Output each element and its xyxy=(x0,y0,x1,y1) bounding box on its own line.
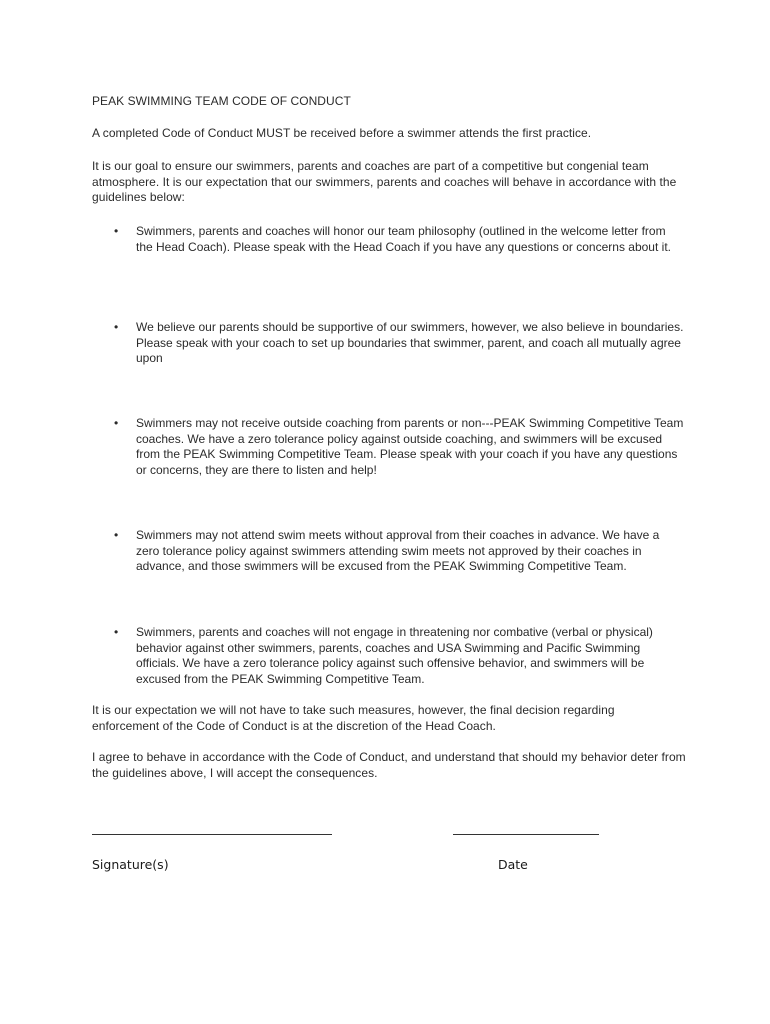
bullet-icon: • xyxy=(114,625,119,639)
intro-goal-paragraph: It is our goal to ensure our swimmers, parents and coaches are part of a competitive but congenial team atmosphere. It is our expectation that our swimmers, parents and coaches will behave in accordance with the guidelines below: xyxy=(92,159,677,204)
document-title: PEAK SWIMMING TEAM CODE OF CONDUCT xyxy=(92,94,351,108)
bullet-icon: • xyxy=(114,320,119,334)
guideline-team-philosophy: Swimmers, parents and coaches will honor our team philosophy (outlined in the welcome letter from the Head Coach). Please speak with the Head Coach if you have any questions or concerns about it. xyxy=(136,224,671,254)
enforcement-paragraph: It is our expectation we will not have to take such measures, however, the final decision regarding enforcement of the Code of Conduct is at the discretion of the Head Coach. xyxy=(92,703,615,733)
intro-required-paragraph: A completed Code of Conduct MUST be received before a swimmer attends the first practice. xyxy=(92,126,592,140)
guideline-swim-meets: Swimmers may not attend swim meets without approval from their coaches in advance. We have a zero tolerance policy against swimmers attending swim meets not approved by their coaches in advance, and those swimmers will be excused from the PEAK Swimming Competitive Team. xyxy=(136,528,660,573)
signature-line[interactable] xyxy=(92,834,332,835)
signature-label: Signature(s) xyxy=(92,857,169,872)
guideline-boundaries: We believe our parents should be supportive of our swimmers, however, we also believe in boundaries. Please speak with your coach to set up boundaries that swimmer, parent, and coach all mutually agree upon xyxy=(136,320,684,365)
agreement-paragraph: I agree to behave in accordance with the Code of Conduct, and understand that should my behavior deter from the guidelines above, I will accept the consequences. xyxy=(92,750,686,780)
bullet-icon: • xyxy=(114,528,119,542)
guideline-behavior: Swimmers, parents and coaches will not engage in threatening nor combative (verbal or physical) behavior against other swimmers, parents, coaches and USA Swimming and Pacific Swimming officials. We have a zero tolerance policy against such offensive behavior, and swimmers will be excused from the PEAK Swimming Competitive Team. xyxy=(136,625,653,686)
bullet-icon: • xyxy=(114,416,119,430)
date-line[interactable] xyxy=(453,834,599,835)
bullet-icon: • xyxy=(114,224,119,238)
date-label: Date xyxy=(498,857,528,872)
guideline-outside-coaching: Swimmers may not receive outside coaching from parents or non---PEAK Swimming Competitive Team coaches. We have a zero tolerance policy against outside coaching, and swimmers will be excused from the PEAK Swimming Competitive Team. Please speak with your coach if you have any questions or concerns, they are there to listen and help! xyxy=(136,416,684,477)
